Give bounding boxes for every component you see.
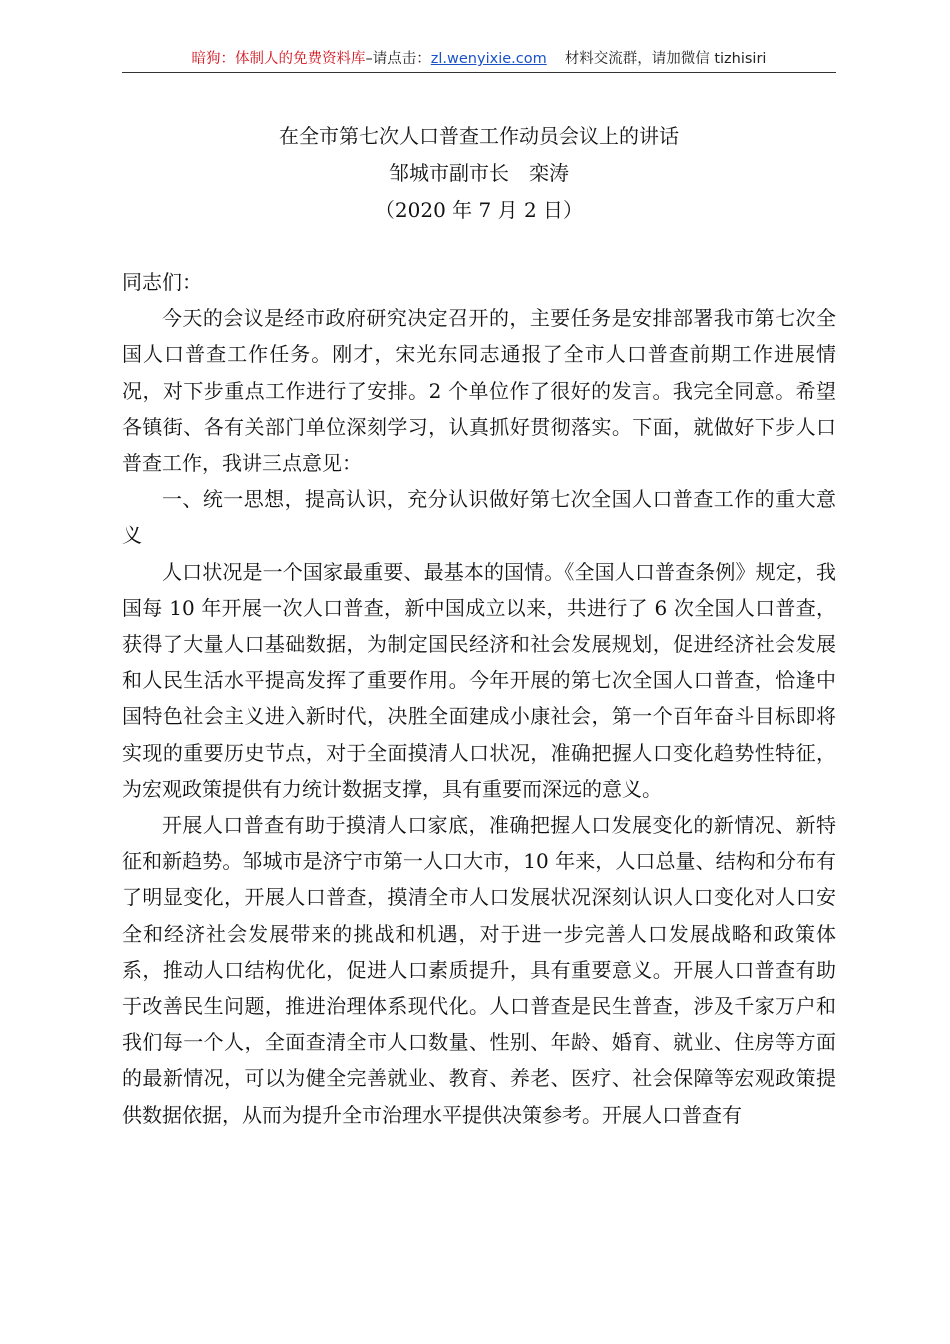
- header-divider: [122, 72, 836, 73]
- header-prompt: –请点击：: [365, 51, 431, 67]
- section-heading-1: 一、统一思想，提高认识，充分认识做好第七次全国人口普查工作的重大意义: [122, 487, 836, 548]
- document-body: [122, 264, 836, 1133]
- document-speaker: 邹城市副市长 栾涛: [389, 161, 569, 185]
- header-brand: 暗狗：体制人的免费资料库: [191, 51, 366, 67]
- document-date: （2020 年 7 月 2 日）: [374, 198, 584, 222]
- paragraph-census-significance: 开展人口普查有助于摸清人口家底，准确把握人口发展变化的新情况、新特征和新趋势。邹城市是济宁市第一人口大市，10 年来，人口总量、结构和分布有了明显变化，开展人口普查，摸清全市人口发展状况深刻认识人口变化对人口安全和经济社会发展带来的挑战和机遇，对于进一步完善人口发展战略和政策体系，推动人口结构优化，促进人口素质提升，具有重要意义。开展人口普查有助于改善民生问题，推进治理体系现代化。人口普查是民生普查，涉及千家万户和我们每一个人，全面查清全市人口数量、性别、年龄、婚育、就业、住房等方面的最新情况，可以为健全完善就业、教育、养老、医疗、社会保障等宏观政策提供数据依据，从而为提升全市治理水平提供决策参考。开展人口普查有: [122, 813, 836, 1127]
- title-block: [122, 118, 836, 229]
- header-link[interactable]: zl.wenyixie.com: [430, 51, 547, 67]
- paragraph-opening: 今天的会议是经市政府研究决定召开的，主要任务是安排部署我市第七次全国人口普查工作任务。刚才，宋光东同志通报了全市人口普查前期工作进展情况，对下步重点工作进行了安排。2 个单位作了很好的发言。我完全同意。希望各镇街、各有关部门单位深刻学习，认真抓好贯彻落实。下面，就做好下步人口普查工作，我讲三点意见：: [122, 306, 836, 476]
- paragraph-population-status: 人口状况是一个国家最重要、最基本的国情。《全国人口普查条例》规定，我国每 10 年开展一次人口普查，新中国成立以来，共进行了 6 次全国人口普查，获得了大量人口基础数据，为制定国民经济和社会发展规划，促进经济社会发展和人民生活水平提高发挥了重要作用。今年开展的第七次全国人口普查，恰逢中国特色社会主义进入新时代，决胜全面建成小康社会，第一个百年奋斗目标即将实现的重要历史节点，对于全面摸清人口状况，准确把握人口变化趋势性特征，为宏观政策提供有力统计数据支撑，具有重要而深远的意义。: [122, 559, 836, 801]
- page-header: [122, 46, 836, 72]
- salutation: 同志们：: [122, 270, 202, 294]
- header-note: 材料交流群，请加微信 tizhisiri: [564, 51, 767, 67]
- document-title: 在全市第七次人口普查工作动员会议上的讲话: [279, 124, 679, 148]
